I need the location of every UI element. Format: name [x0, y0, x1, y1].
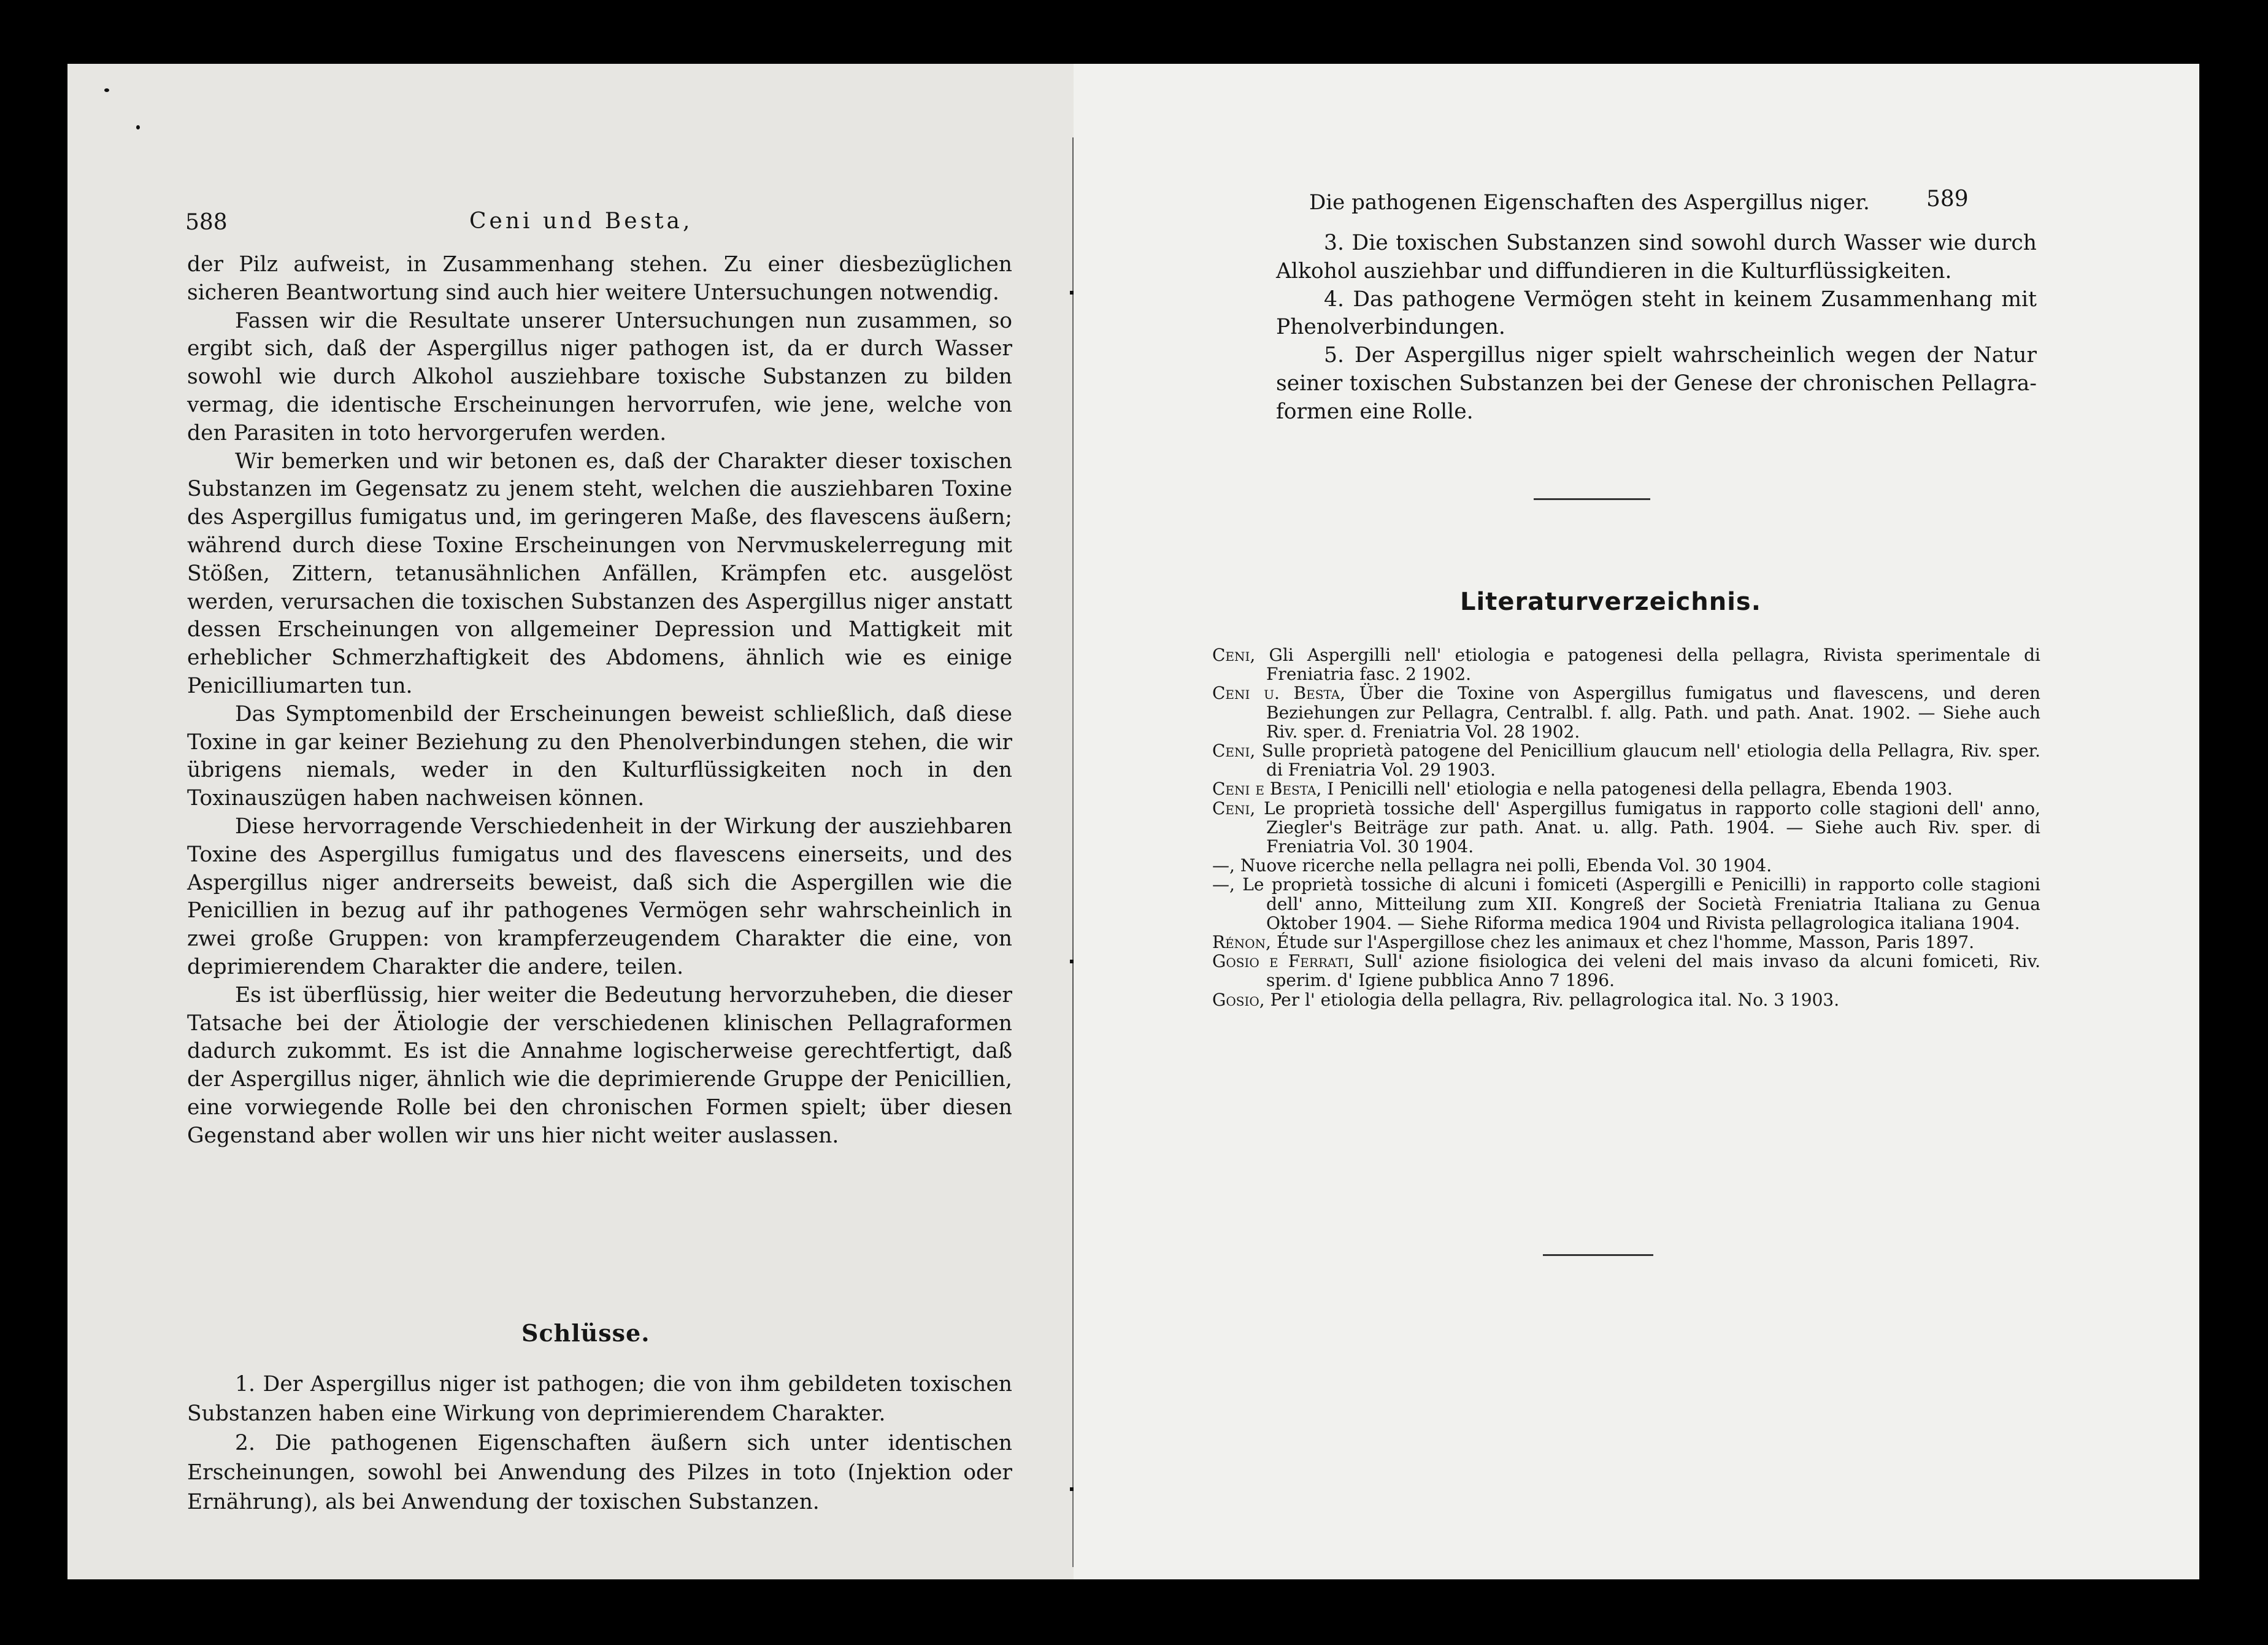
reference-text: I Penicilli nell' etiologia e nella patogenesi della pellagra, Ebenda 1903. — [1327, 779, 1953, 799]
conclusion-item: 1. Der Aspergillus niger ist pathogen; die von ihm gebildeten toxischen Substanzen haben eine Wirkung von deprimierendem Charakter. — [187, 1372, 1012, 1426]
reference-author: Gosio e Ferrati, — [1212, 951, 1355, 972]
reference-author: —, — [1212, 874, 1235, 895]
page-number: 588 — [185, 210, 228, 235]
reference-item — [1212, 952, 2040, 990]
conclusions-list — [187, 1370, 1012, 1517]
running-head: Ceni und Besta, — [469, 209, 693, 234]
reference-item — [1212, 645, 2040, 684]
reference-author: Ceni e Besta, — [1212, 779, 1322, 799]
paragraph: Fassen wir die Resultate unserer Untersuchungen nun zusammen, so ergibt sich, daß der Aspergillus niger pathogen ist, da er durch Wasser sowohl wie durch Alkohol ausziehbare toxische Substanzen zu bilden vermag, die identische Erscheinungen hervorrufen, wie jene, welche von den Parasiten in toto hervorgerufen werden. — [187, 308, 1012, 445]
section-divider — [1543, 1254, 1653, 1256]
reference-text: Per l' etiologia della pellagra, Riv. pellagrologica ital. No. 3 1903. — [1270, 989, 1840, 1010]
scan-speck — [104, 88, 109, 92]
paragraph: Diese hervorragende Verschiedenheit in der Wirkung der ausziehbaren Toxine des Aspergillus fumigatus und des flavescens einerseits, und des Aspergillus niger andrerseits beweist, daß sich die Aspergillen wie die Penicillien in bezug auf ihr pathogenes Vermögen sehr wahrscheinlich in zwei große Gruppen: von krampferzeugendem Charakter die eine, von deprimierendem Charakter die andere, teilen. — [187, 814, 1012, 979]
reference-text: Sull' azione fisiologica dei veleni del mais invaso da alcuni fomiceti, Riv. sperim. d' Igiene pubblica Anno 7 1896. — [1266, 951, 2040, 991]
body-text — [187, 251, 1012, 1150]
paragraph: der Pilz aufweist, in Zusammenhang stehen. Zu einer diesbezüglichen sicheren Beantwortung sind auch hier weitere Untersuchungen notwendig. — [187, 252, 1012, 305]
reference-text: Nuove ricerche nella pellagra nei polli, Ebenda Vol. 30 1904. — [1240, 855, 1772, 876]
left-page — [67, 64, 1074, 1579]
bibliography-list — [1212, 645, 2040, 1009]
paragraph: Es ist überflüssig, hier weiter die Bedeutung hervorzuheben, die dieser Tatsache bei der Ätiologie der verschiedenen klinischen Pellagraformen dadurch zukommt. Es ist die Annahme logischerweise gerechtfertigt, daß der Aspergillus niger, ähnlich wie die deprimierende Gruppe der Penicillien, eine vorwiegende Rolle bei den chronischen Formen spielt; über diesen Gegenstand aber wollen wir uns hier nicht weiter auslassen. — [187, 982, 1012, 1148]
reference-item — [1212, 875, 2040, 933]
reference-author: —, — [1212, 855, 1235, 876]
running-head: Die pathogenen Eigenschaften des Aspergillus niger. — [1309, 190, 1870, 215]
paragraph: Das Symptomenbild der Erscheinungen beweist schließlich, daß diese Toxine in gar keiner Beziehung zu den Phenolverbindungen stehen, die wir übrigens niemals, weder in den Kulturflüssigkeiten noch in den Toxinauszügen haben nachweisen können. — [187, 701, 1012, 811]
reference-author: Ceni, — [1212, 645, 1256, 665]
reference-text: Gli Aspergilli nell' etiologia e patogenesi della pellagra, Rivista sperimentale di Freniatria fasc. 2 1902. — [1266, 645, 2040, 685]
reference-text: Über die Toxine von Aspergillus fumigatus und flavescens, und deren Beziehungen zur Pellagra, Centralbl. f. allg. Path. und path. Anat. 1902. — Siehe auch Riv. sper. d. Freniatria Vol. 28 1902. — [1266, 683, 2040, 742]
reference-author: Ceni, — [1212, 741, 1256, 761]
bibliography-heading: Literaturverzeichnis. — [1460, 588, 1761, 616]
reference-author: Gosio, — [1212, 989, 1265, 1010]
conclusions-continued — [1276, 229, 2037, 426]
reference-item — [1212, 741, 2040, 779]
page-number: 589 — [1926, 187, 1969, 212]
conclusion-item: 2. Die pathogenen Eigenschaften äußern sich unter identischen Erscheinungen, sowohl bei Anwendung des Pilzes in toto (Injektion oder Ernährung), als bei Anwendung der toxischen Substanzen. — [187, 1431, 1012, 1514]
reference-author: Rénon, — [1212, 932, 1271, 953]
reference-text: Le proprietà tossiche dell' Aspergillus fumigatus in rapporto colle stagioni dell' anno, Ziegler's Beiträge zur path. Anat. u. allg. Path. 1904. — Siehe auch Riv. sper. di Freniatria Vol. 30 1904. — [1263, 798, 2040, 857]
reference-text: Étude sur l'Aspergillose chez les animaux et chez l'homme, Masson, Paris 1897. — [1276, 932, 1975, 953]
section-heading-schluesse: Schlüsse. — [521, 1319, 650, 1347]
section-divider — [1534, 498, 1650, 500]
reference-author: Ceni, — [1212, 798, 1256, 819]
reference-item — [1212, 799, 2040, 857]
reference-text: Le proprietà tossiche di alcuni i fomiceti (Aspergilli e Penicilli) in rapporto colle stagioni dell' anno, Mitteilung zum XII. Kongreß der Società Freniatria Italiana zu Genua Oktober 1904. — Siehe Riforma medica 1904 und Rivista pellagrologica italiana 1904. — [1242, 874, 2040, 933]
conclusion-item: 5. Der Aspergillus niger spielt wahrscheinlich wegen der Natur seiner toxischen Substanzen bei der Genese der chronischen Pellagraformen eine Rolle. — [1276, 343, 2037, 424]
reference-author: Ceni u. Besta, — [1212, 683, 1345, 704]
reference-item — [1212, 684, 2040, 741]
reference-text: Sulle proprietà patogene del Penicillium glaucum nell' etiologia della Pellagra, Riv. sper. di Freniatria Vol. 29 1903. — [1261, 741, 2040, 780]
paragraph: Wir bemerken und wir betonen es, daß der Charakter dieser toxischen Substanzen im Gegensatz zu jenem steht, welchen die ausziehbaren Toxine des Aspergillus fumigatus und, im geringeren Maße, des flavescens äußern; während durch diese Toxine Erscheinungen von Nervmuskelerregung mit Stößen, Zittern, tetanusähnlichen Anfällen, Krämpfen etc. ausgelöst werden, verursachen die toxischen Substanzen des Aspergillus niger anstatt dessen Erscheinungen von allgemeiner Depression und Mattigkeit mit erheblicher Schmerzhaftigkeit des Abdomens, ähnlich wie es einige Penicilliumarten tun. — [187, 449, 1012, 698]
reference-item — [1212, 779, 2040, 798]
scan-speck — [136, 125, 140, 129]
conclusion-item: 3. Die toxischen Substanzen sind sowohl durch Wasser wie durch Alkohol ausziehbar und diffundieren in die Kulturflüssigkeiten. — [1276, 231, 2037, 283]
reference-item — [1212, 933, 2040, 952]
book-spread-scan — [67, 64, 2199, 1579]
reference-item — [1212, 856, 2040, 875]
conclusion-item: 4. Das pathogene Vermögen steht in keinem Zusammenhang mit Phenolverbindungen. — [1276, 287, 2037, 340]
reference-item — [1212, 990, 2040, 1009]
